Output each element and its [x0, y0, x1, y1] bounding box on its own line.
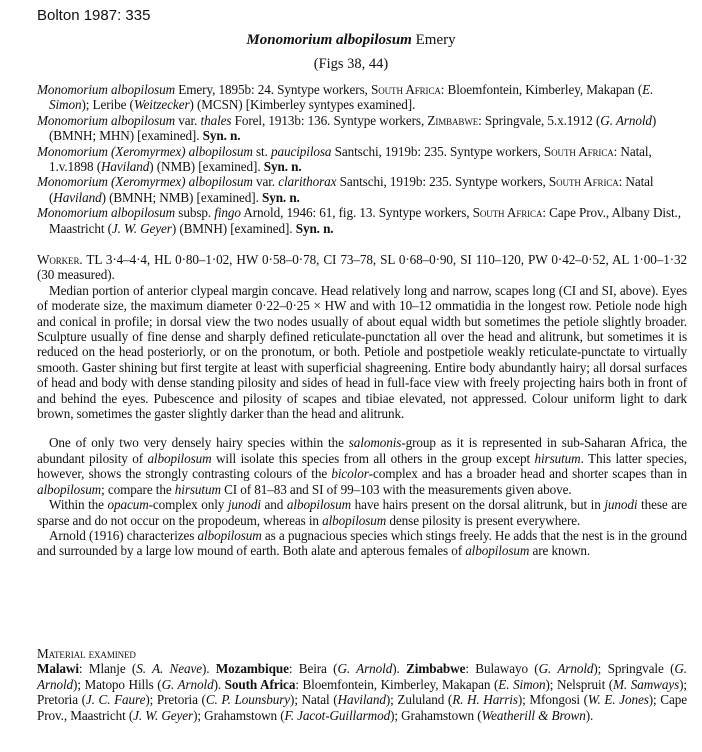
description-body — [37, 252, 687, 559]
syn-nov: Syn. n. — [202, 128, 241, 144]
text: Arnold (1916) characterizes — [49, 527, 198, 543]
taxon-name: albopilosum — [465, 543, 530, 559]
species-name: Monomorium albopilosum — [246, 32, 412, 48]
locality: Pretoria ( — [156, 692, 206, 708]
text: ); — [648, 692, 661, 708]
collector: J. W. Geyer — [111, 220, 172, 236]
text: ) (BMNH) [examined]. — [171, 220, 296, 236]
species-title — [0, 32, 702, 49]
text: have hairs present on the dorsal alitrunk, but in — [351, 497, 605, 513]
collector: F. Jacot-Guillarmod — [284, 707, 391, 723]
text: ); — [679, 676, 687, 692]
discussion-paragraph — [37, 497, 687, 528]
taxon-name: hirsutum — [174, 481, 221, 497]
text: : Natal, 1.v.1898 ( — [49, 143, 652, 175]
text: ); — [517, 692, 530, 708]
locality: Natal ( — [301, 692, 338, 708]
synonym-entry — [37, 113, 687, 144]
syn-nov: Syn. n. — [263, 159, 302, 175]
text: dense pilosity is present everywhere. — [386, 512, 581, 528]
discussion-paragraph — [37, 528, 687, 559]
variety-name: clarithorax — [278, 174, 337, 190]
locality: Mlanje ( — [88, 661, 137, 677]
locality: Grahamstown ( — [204, 707, 285, 723]
taxon-name: hirsutum — [534, 450, 581, 466]
taxon-name: albopilosum — [37, 481, 102, 497]
syn-nov: Syn. n. — [261, 189, 300, 205]
text: ). — [201, 661, 216, 677]
taxon-name: albopilosum — [322, 512, 387, 528]
collector: E. Simon — [498, 676, 546, 692]
variety-name: thales — [200, 112, 232, 128]
taxon-name: Monomorium (Xeromyrmex) albopilosum — [37, 174, 253, 190]
text: : Cape Prov., Albany Dist., Maastricht ( — [49, 205, 681, 236]
text: ) (MCSN) [Kimberley syntypes examined]. — [189, 97, 416, 113]
taxon-name: junodi — [604, 497, 638, 513]
locality: Springvale ( — [607, 661, 675, 677]
collector: Haviland — [337, 692, 386, 708]
text: ); — [385, 692, 398, 708]
text: -group as it is represented in sub-Saharan Africa, the abundant pilosity of — [37, 435, 687, 466]
text: these are sparse and do not occur on the propodeum, whereas in — [37, 497, 687, 528]
country-name: Zimbabwe — [406, 661, 466, 677]
collector: Haviland — [101, 159, 150, 175]
text: : — [295, 676, 303, 692]
collector: G. Arnold — [538, 661, 594, 677]
synonymy-list — [37, 82, 687, 236]
locality: Zululand ( — [397, 692, 453, 708]
locality: Mfongosi ( — [529, 692, 588, 708]
locality: Matopo Hills ( — [84, 676, 162, 692]
locality: South Africa — [472, 205, 543, 221]
material-list — [37, 661, 687, 723]
taxon-name: junodi — [227, 497, 261, 513]
collector: Haviland — [53, 189, 102, 205]
text: ; compare the — [101, 481, 175, 497]
country-name: Malawi — [37, 661, 79, 677]
text: ); Leribe ( — [81, 97, 134, 113]
text: ); — [593, 661, 608, 677]
taxon-name: opacum — [107, 497, 149, 513]
text: Santschi, 1919b: 235. Syntype workers, — [331, 143, 544, 159]
text: are known. — [529, 543, 591, 559]
collector: Weitzecker — [133, 97, 190, 113]
locality: Cape Prov., Maastricht ( — [37, 692, 687, 723]
text: : Springvale, 5.x.1912 ( — [478, 112, 601, 128]
synonym-entry — [37, 205, 687, 236]
collector: J. W. Geyer — [133, 707, 194, 723]
taxon-name: Monomorium albopilosum — [37, 82, 176, 97]
text: One of only two very densely hairy species within the — [49, 435, 349, 451]
worker-description: Median portion of anterior clypeal margin concave. Head relatively long and narrow, scapes long (CI and SI, above). Eyes of moderate size, the maximum diameter 0·22–0·25 × HW and with 10–12 ommatidia in the longest row. Petiole node high and conical in profile; in dorsal view the two nodes usually of about equal width but sometimes the petiole slightly broader. Sculpture usually of fine dense and sharply defined reticulate-punctation all over the head and alitrunk, but sometimes it is reduced on the head posteriorly, or on the pronotum, or both. Petiole and postpetiole weakly reticulate-punctate to virtually smooth. Gaster shining but first tergite at least with superficial shagreening. Entire body abundantly hairy; all dorsal surfaces of head and body with dense standing pilosity and sides of head in full-face view with freely projecting hairs both in front of and behind the eyes. Pubescence and pilosity of scapes and tibiae elevated, not appressed. Colour uniform light to dark brown, sometimes the gaster slightly darker than the head and alitrunk. — [37, 282, 687, 422]
measurements-text: TL 3·4–4·4, HL 0·80–1·02, HW 0·58–0·78, CI 73–78, SL 0·68–0·90, SI 110–120, PW 0·42–0·52, AL 1·00–1·32 (30 measured). — [37, 252, 687, 283]
taxon-name: Monomorium albopilosum — [37, 112, 176, 128]
text: : — [288, 661, 299, 677]
text: Forel, 1913b: 136. Syntype workers, — [231, 112, 428, 128]
text: st. — [252, 143, 271, 159]
synonym-entry — [37, 82, 687, 113]
text: ) (NMB) [examined]. — [149, 159, 264, 175]
worker-label: Worker. — [37, 252, 83, 267]
collector: G. Arnold — [600, 112, 652, 128]
text: ); — [290, 692, 302, 708]
locality: Beira ( — [298, 661, 338, 677]
taxon-name: Monomorium albopilosum — [37, 205, 176, 221]
material-examined — [37, 646, 687, 723]
collector: S. A. Neave — [136, 661, 202, 677]
locality: South Africa — [548, 174, 619, 190]
species-author: Emery — [415, 32, 456, 48]
text: ). — [213, 676, 225, 692]
collector: R. H. Harris — [452, 692, 518, 708]
worker-measurements — [37, 252, 687, 283]
syn-nov: Syn. n. — [295, 220, 334, 236]
locality: South Africa — [371, 82, 441, 97]
variety-name: fingo — [214, 205, 241, 221]
citation-header: Bolton 1987: 335 — [37, 7, 151, 24]
text: -complex only — [148, 497, 228, 513]
taxon-name: salomonis — [348, 435, 402, 451]
text: ); — [390, 707, 402, 723]
text: ); — [145, 692, 157, 708]
text: ); — [193, 707, 205, 723]
locality: Grahamstown ( — [401, 707, 482, 723]
text: ) (BMNH; NMB) [examined]. — [101, 189, 262, 205]
text: ). — [392, 661, 407, 677]
collector: E. Simon — [49, 82, 654, 113]
text: var. — [175, 112, 201, 128]
text: . This latter species, however, shows the strongly contrasting colours of the — [37, 450, 688, 482]
collector: C. P. Lounsbury — [205, 692, 291, 708]
text: ). — [585, 707, 594, 723]
text: : Natal ( — [49, 174, 654, 205]
collector: G. Arnold — [337, 661, 393, 677]
text: ); — [73, 676, 85, 692]
taxon-name: albopilosum — [197, 527, 262, 543]
taxon-name: bicolor — [331, 466, 369, 482]
text: : Bloemfontein, Kimberley, Makapan ( — [440, 82, 643, 97]
collector: G. Arnold — [161, 676, 214, 692]
text: var. — [252, 174, 279, 190]
country-name: Mozambique — [215, 661, 289, 677]
figure-reference: (Figs 38, 44) — [313, 56, 389, 72]
text: Arnold, 1946: 61, fig. 13. Syntype workers, — [240, 205, 473, 221]
text: as a pugnacious species which stings freely. He adds that the nest is in the ground and surrounded by a large low mound of earth. Both alate and apterous females of — [37, 527, 688, 559]
collector: W. E. Jones — [587, 692, 649, 708]
locality: South Africa — [543, 143, 614, 159]
collector: J. C. Faure — [85, 692, 146, 708]
text: : — [465, 661, 476, 677]
synonym-entry — [37, 174, 687, 205]
locality: Pretoria ( — [37, 692, 86, 708]
taxon-name: Monomorium (Xeromyrmex) albopilosum — [37, 143, 253, 159]
text: : — [78, 661, 89, 677]
text: -complex and has a broader head and shorter scapes than in — [368, 466, 688, 482]
discussion-paragraph — [37, 435, 687, 497]
locality: Bloemfontein, Kimberley, Makapan ( — [302, 676, 499, 692]
country-name: South Africa — [224, 676, 296, 692]
collector: M. Samways — [613, 676, 680, 692]
taxon-name: albopilosum — [147, 450, 212, 466]
material-heading: Material examined — [37, 646, 136, 661]
text: Emery, 1895b: 24. Syntype workers, — [175, 82, 372, 97]
text: will isolate this species from all others in the group except — [211, 450, 535, 466]
text: subsp. — [175, 205, 215, 221]
locality: Bulawayo ( — [475, 661, 539, 677]
locality: Nelspruit ( — [556, 676, 614, 692]
text: Within the — [49, 497, 108, 513]
variety-name: paucipilosa — [270, 143, 332, 159]
collector: G. Arnold — [37, 661, 687, 692]
text: and — [260, 497, 287, 513]
synonym-entry — [37, 144, 687, 175]
collector: Weatherill & Brown — [481, 707, 586, 723]
text: ); — [545, 676, 557, 692]
locality: Zimbabwe — [427, 112, 479, 128]
text: Santschi, 1919b: 235. Syntype workers, — [336, 174, 549, 190]
text: CI of 81–83 and SI of 99–103 with the measurements given above. — [220, 481, 572, 497]
text: ) (BMNH; MHN) [examined]. — [49, 112, 657, 144]
taxon-name: albopilosum — [286, 497, 352, 513]
